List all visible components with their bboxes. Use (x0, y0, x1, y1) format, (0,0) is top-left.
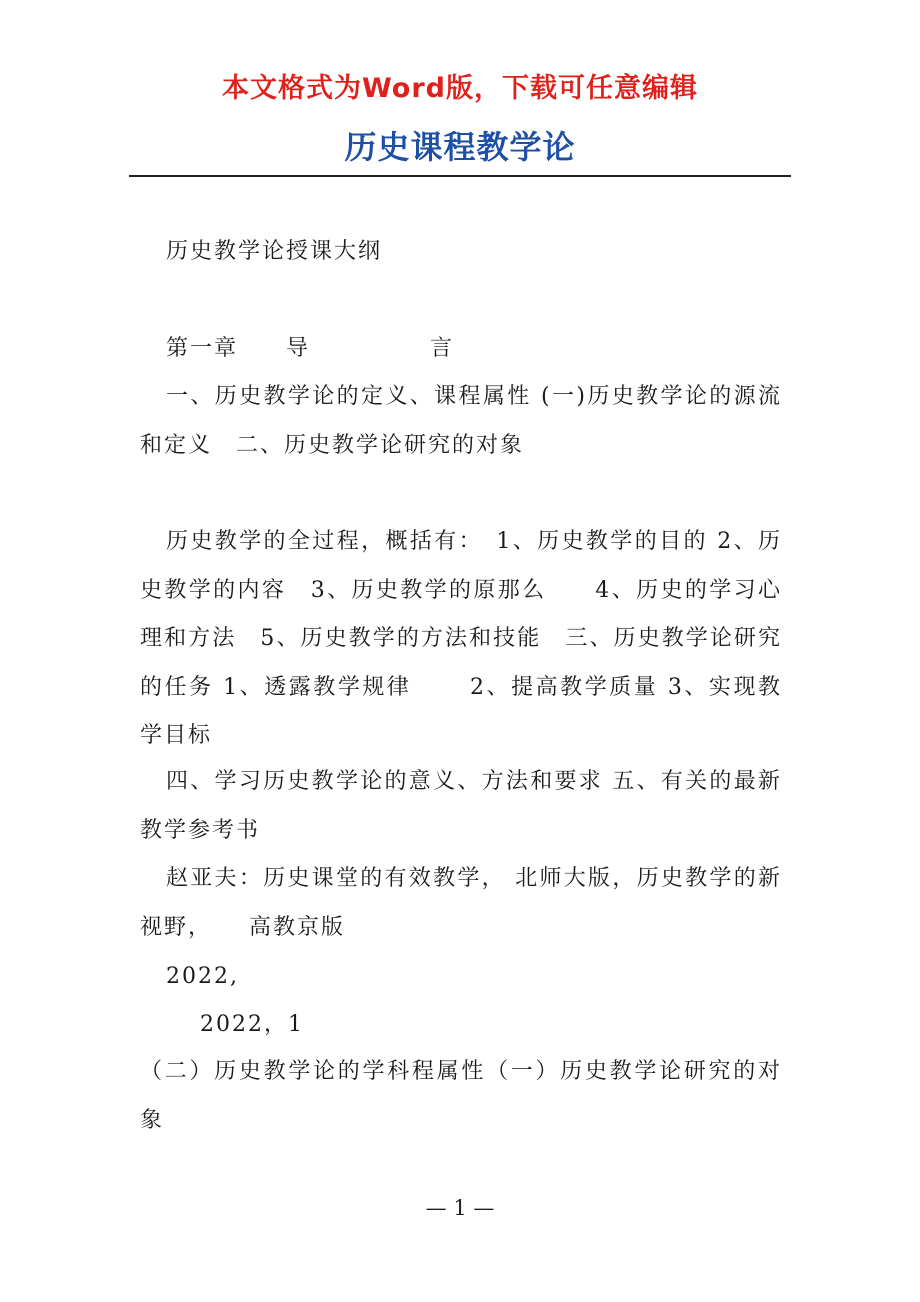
paragraph-references: 赵亚夫：历史课堂的有效教学， 北师大版，历史教学的新视野， 高教京版 (140, 866, 782, 940)
download-banner: 本文格式为Word版，下载可任意编辑 (221, 73, 698, 104)
paragraph-process: 历史教学的全过程，概括有： 1、历史教学的目的 2、历史教学的内容 3、历史教学的原那么 4、历史的学习心理和方法 5、历史教学的方法和技能 三、历史教学论研究的任务 1、透露教学规律 2、提高教学质量 3、实现教学目标 (140, 529, 782, 748)
chapter-heading: 第一章 导 言 (166, 336, 455, 361)
page-number: — 1 — (425, 1196, 495, 1220)
paragraph-definition: 一、历史教学论的定义、课程属性 (一)历史教学论的源流和定义 二、历史教学论研究的对象 (140, 384, 782, 458)
year-line-2: 2022，1 (200, 1012, 304, 1037)
year-line-1: 2022, (166, 964, 239, 989)
paragraph-significance: 四、学习历史教学论的意义、方法和要求 五、有关的最新教学参考书 (140, 769, 782, 843)
document-title: 历史课程教学论 (344, 128, 576, 166)
title-divider (129, 175, 791, 177)
outline-heading: 历史教学论授课大纲 (166, 239, 383, 264)
paragraph-discipline: （二）历史教学论的学科程属性（一）历史教学论研究的对象 (140, 1059, 782, 1133)
